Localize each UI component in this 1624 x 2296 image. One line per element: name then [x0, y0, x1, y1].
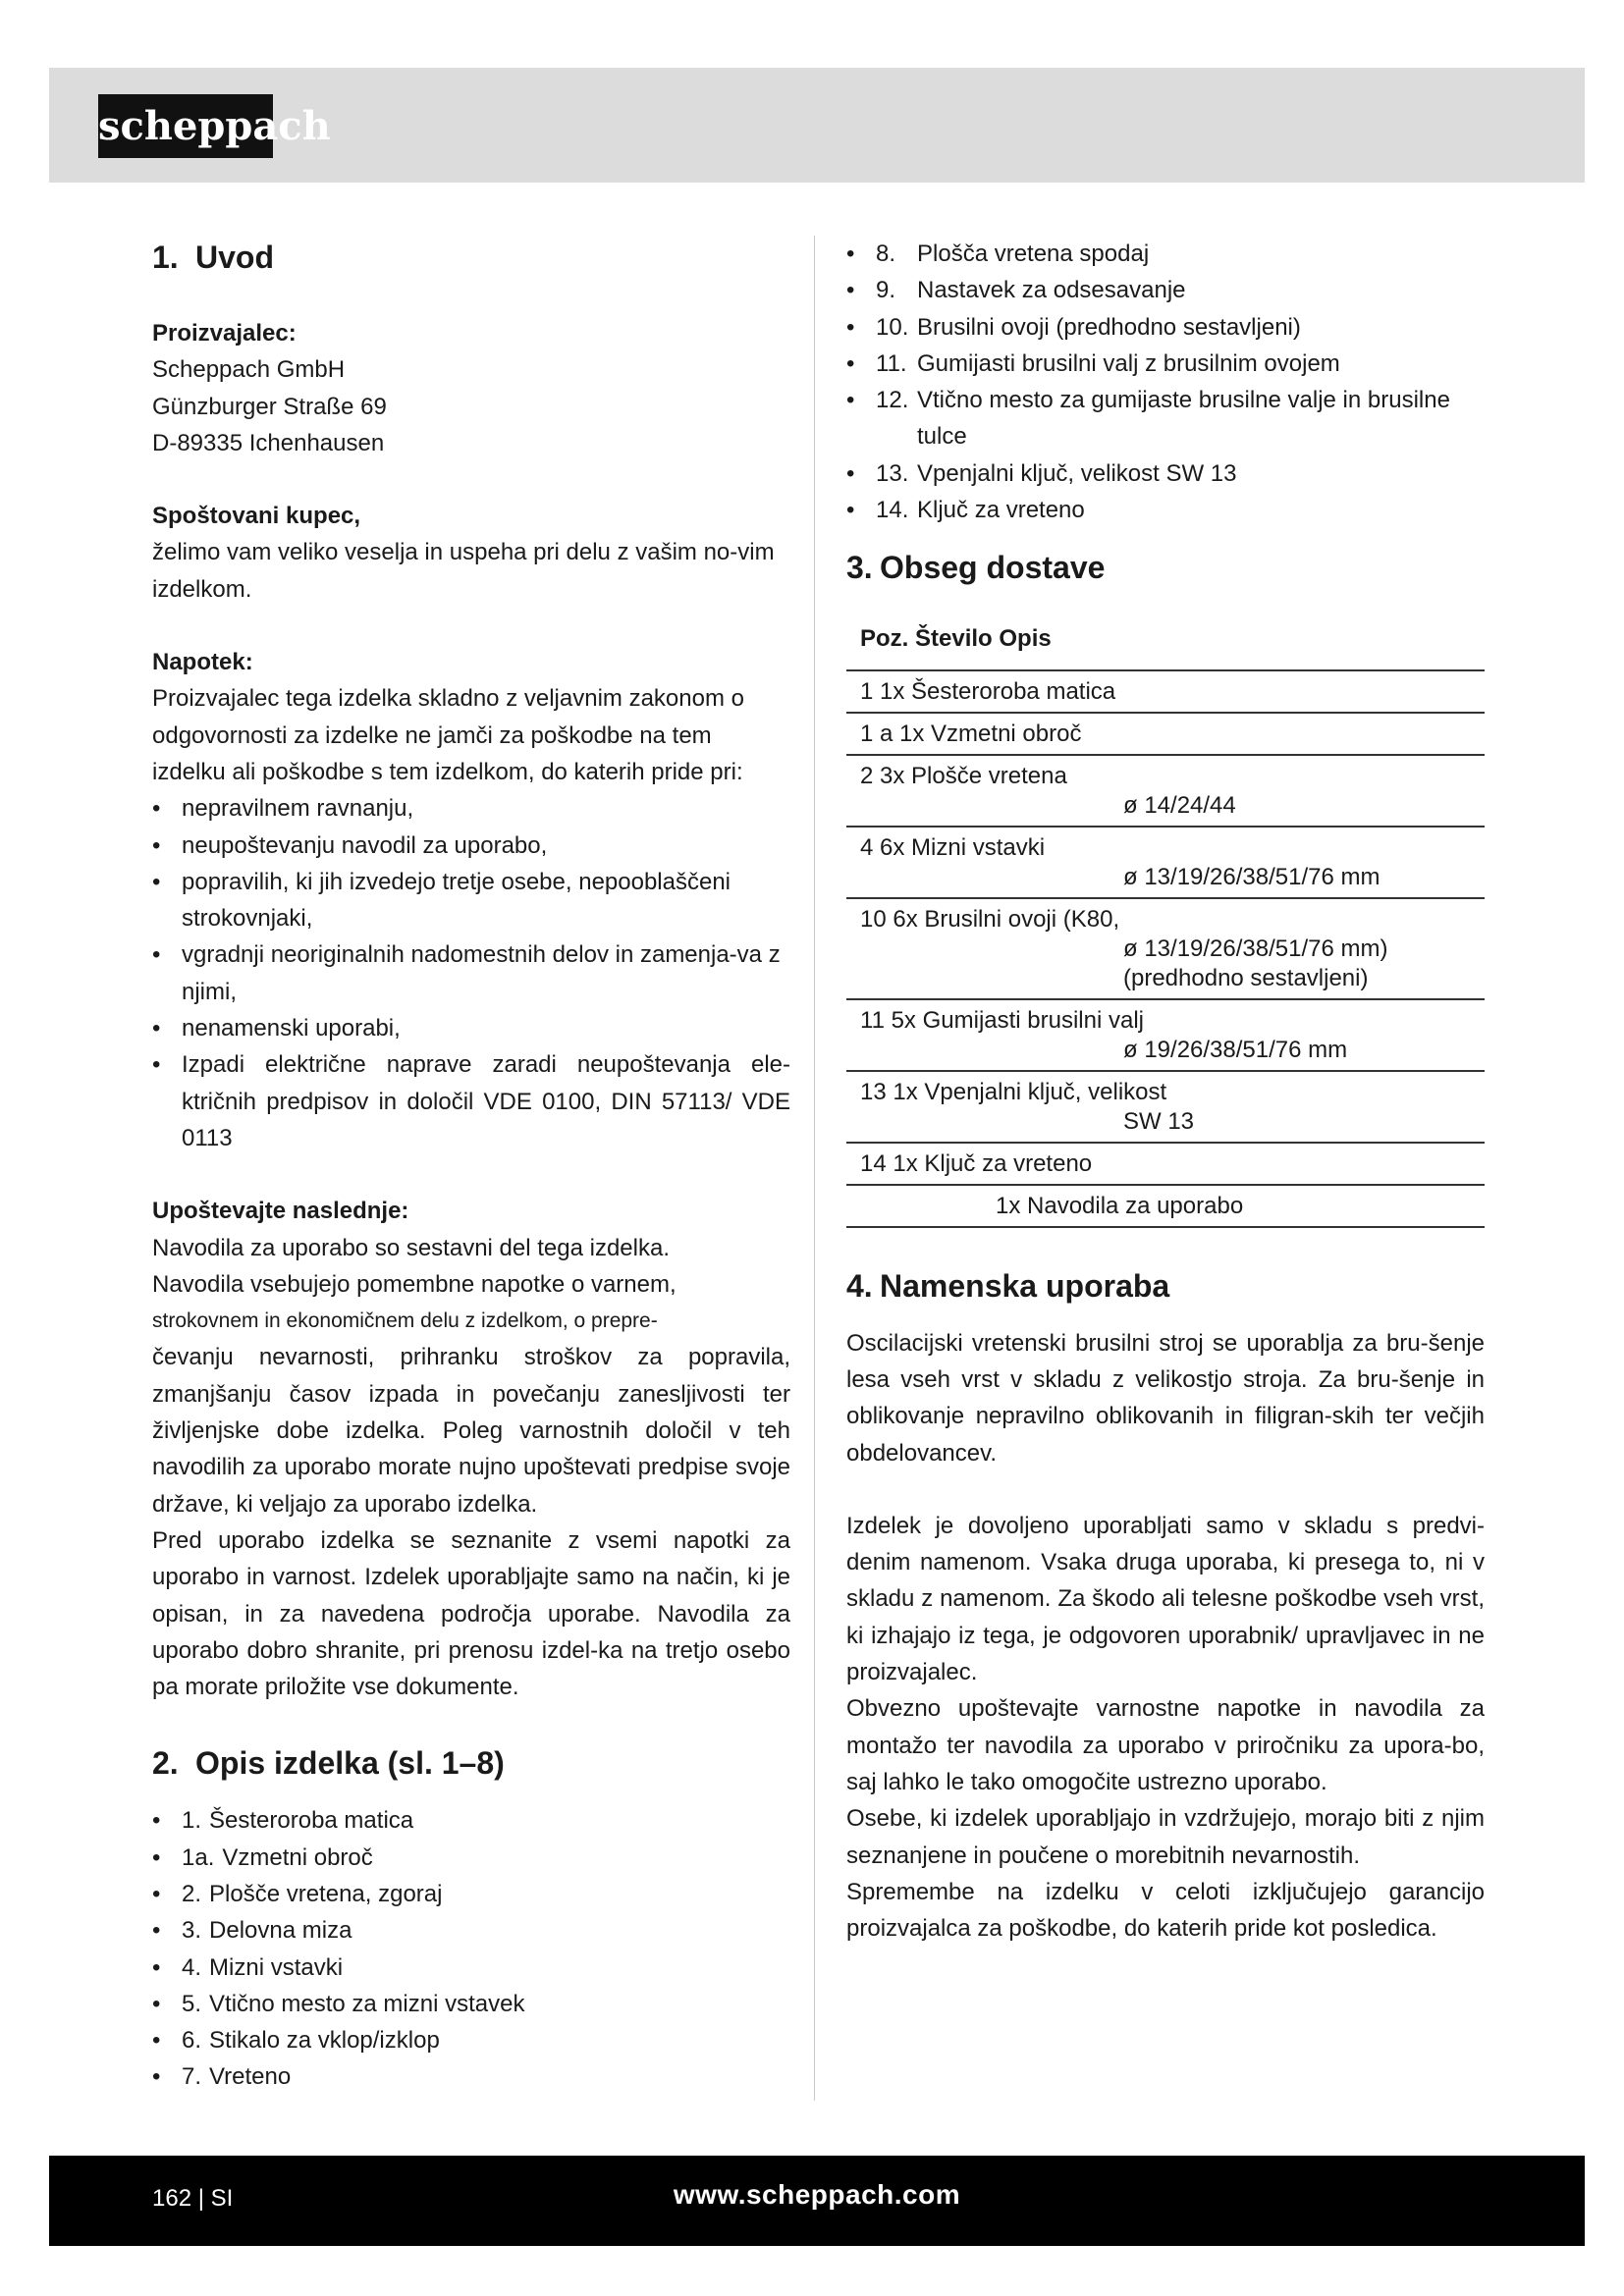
list-item: • 12. Vtično mesto za gumijaste brusilne valje in brusilne tulce	[846, 382, 1485, 455]
table-row: 1 1x Šesteroroba matica	[846, 671, 1485, 714]
list-item: • nenamenski uporabi,	[152, 1010, 790, 1046]
customer-text: želimo vam veliko veselja in uspeha pri delu z vašim no-vim izdelkom.	[152, 539, 775, 603]
website-link[interactable]: www.scheppach.com	[673, 2179, 961, 2210]
use-text: Spremembe na izdelku v celoti izključujejo garancijo proizvajalca za poškodbe, do katerih pride kot posledica.	[846, 1878, 1485, 1943]
list-item: • 4. Mizni vstavki	[152, 1949, 790, 1986]
observe-text: čevanju nevarnosti, prihranku stroškov za popravila, zmanjšanju časov izpada in povečanju zanesljivosti ter življenjske dobe izdelka. Poleg varnostnih določil v teh navodilih za uporabo morate nujno upoštevati predpise svoje države, ki veljajo za uporabo izdelka.	[152, 1344, 790, 1518]
observe-text: Navodila za uporabo so sestavni del tega izdelka.	[152, 1234, 670, 1261]
manufacturer-line: Scheppach GmbH	[152, 356, 346, 384]
parts-list	[152, 1802, 790, 2095]
section-2-heading: 2. Opis izdelka (sl. 1–8)	[152, 1745, 505, 1782]
section-1-heading: 1. Uvod	[152, 240, 274, 275]
delivery-table	[846, 614, 1485, 1227]
use-text: Izdelek je dovoljeno uporabljati samo v skladu s predvi-denim namenom. Vsaka druga uporaba, ki presega to, ni v skladu z namenom. Za škodo ali telesne poškodbe vseh vrst, ki izhajajo iz tega, je odgovoren uporabnik/ upravljavec in ne proizvajalec.	[846, 1512, 1485, 1686]
list-item: • vgradnji neoriginalnih nadomestnih delov in zamenja-va z njimi,	[152, 936, 790, 1010]
scheppach-logo: scheppach	[98, 94, 273, 158]
list-item: • 13. Vpenjalni ključ, velikost SW 13	[846, 455, 1485, 492]
list-item: • 1a. Vzmetni obroč	[152, 1840, 790, 1876]
observe-text: Navodila vsebujejo pomembne napotke o varnem,	[152, 1270, 677, 1298]
table-row: 14 1x Ključ za vreteno	[846, 1144, 1485, 1186]
table-header: Poz. Število Opis	[846, 614, 1485, 670]
section-3-heading: 3. Obseg dostave	[846, 550, 1106, 586]
note-label: Napotek:	[152, 649, 253, 676]
use-text: Obvezno upoštevajte varnostne napotke in navodila za montažo ter navodila za uporabo v priročniku za upora-bo, saj lahko le tako omogočite ustrezno uporabo.	[846, 1695, 1485, 1795]
list-item: • popravilih, ki jih izvedejo tretje osebe, nepooblaščeni strokovnjaki,	[152, 864, 790, 937]
column-divider	[814, 236, 815, 2101]
table-row: 1 a 1x Vzmetni obroč	[846, 714, 1485, 756]
note-text: Proizvajalec tega izdelka skladno z veljavnim zakonom o odgovornosti za izdelke ne jamči za poškodbe na tem izdelku ali poškodbe s tem izdelkom, do katerih pride pri:	[152, 685, 744, 785]
table-row: 10 6x Brusilni ovoji (K80, ø 13/19/26/38/51/76 mm) (predhodno sestavljeni)	[846, 899, 1485, 1000]
customer-label: Spoštovani kupec,	[152, 503, 361, 530]
list-item: • 5. Vtično mesto za mizni vstavek	[152, 1986, 790, 2022]
note-bullets	[152, 790, 790, 1156]
section-4-heading: 4. Namenska uporaba	[846, 1267, 1170, 1304]
left-column	[152, 236, 790, 2096]
list-item: • Izpadi električne naprave zaradi neupoštevanja ele-ktričnih predpisov in določil VDE 0100, DIN 57113/ VDE 0113	[152, 1046, 790, 1156]
page-number: 162 | SI	[152, 2185, 234, 2212]
manufacturer-line: Günzburger Straße 69	[152, 393, 387, 420]
use-text: Osebe, ki izdelek uporabljajo in vzdržujejo, morajo biti z njim seznanjene in poučene o morebitnih nevarnostih.	[846, 1805, 1485, 1869]
manufacturer-label: Proizvajalec:	[152, 320, 297, 347]
list-item: • 7. Vreteno	[152, 2058, 790, 2095]
observe-label: Upoštevajte naslednje:	[152, 1198, 409, 1225]
observe-text: Pred uporabo izdelka se seznanite z vsemi napotki za uporabo in varnost. Izdelek uporabljajte samo na način, ki je opisan, in za navedena področja uporabe. Navodila za uporabo dobro shranite, pri prenosu izdel-ka na tretjo osebo pa morate priložite vse dokumente.	[152, 1526, 790, 1701]
list-item: • 14. Ključ za vreteno	[846, 492, 1485, 528]
observe-text: strokovnem in ekonomičnem delu z izdelkom, o prepre-	[152, 1309, 658, 1333]
table-row: 13 1x Vpenjalni ključ, velikost SW 13	[846, 1072, 1485, 1144]
use-text: Oscilacijski vretenski brusilni stroj se uporablja za bru-šenje lesa vseh vrst v skladu z velikostjo stroja. Za bru-šenje in oblikovanje nepravilno oblikovanih in filigran-skih ter večjih obdelovancev.	[846, 1329, 1485, 1467]
table-row: 4 6x Mizni vstavki ø 13/19/26/38/51/76 mm	[846, 828, 1485, 899]
table-row: 2 3x Plošče vretena ø 14/24/44	[846, 756, 1485, 828]
list-item: • 1. Šesteroroba matica	[152, 1802, 790, 1839]
list-item: • 2. Plošče vretena, zgoraj	[152, 1876, 790, 1912]
list-item: • 10. Brusilni ovoji (predhodno sestavljeni)	[846, 309, 1485, 346]
list-item: • neupoštevanju navodil za uporabo,	[152, 828, 790, 864]
manufacturer-line: D-89335 Ichenhausen	[152, 429, 385, 456]
table-row: 11 5x Gumijasti brusilni valj ø 19/26/38/51/76 mm	[846, 1000, 1485, 1072]
list-item: • 9. Nastavek za odsesavanje	[846, 272, 1485, 308]
page-footer	[49, 2156, 1585, 2246]
list-item: • nepravilnem ravnanju,	[152, 790, 790, 827]
list-item: • 6. Stikalo za vklop/izklop	[152, 2022, 790, 2058]
right-column	[846, 236, 1485, 1947]
list-item: • 8. Plošča vretena spodaj	[846, 236, 1485, 272]
page-header	[49, 68, 1585, 183]
list-item: • 11. Gumijasti brusilni valj z brusilnim ovojem	[846, 346, 1485, 382]
parts-list-continued	[846, 236, 1485, 528]
table-row: 1x Navodila za uporabo	[846, 1186, 1485, 1228]
list-item: • 3. Delovna miza	[152, 1912, 790, 1949]
